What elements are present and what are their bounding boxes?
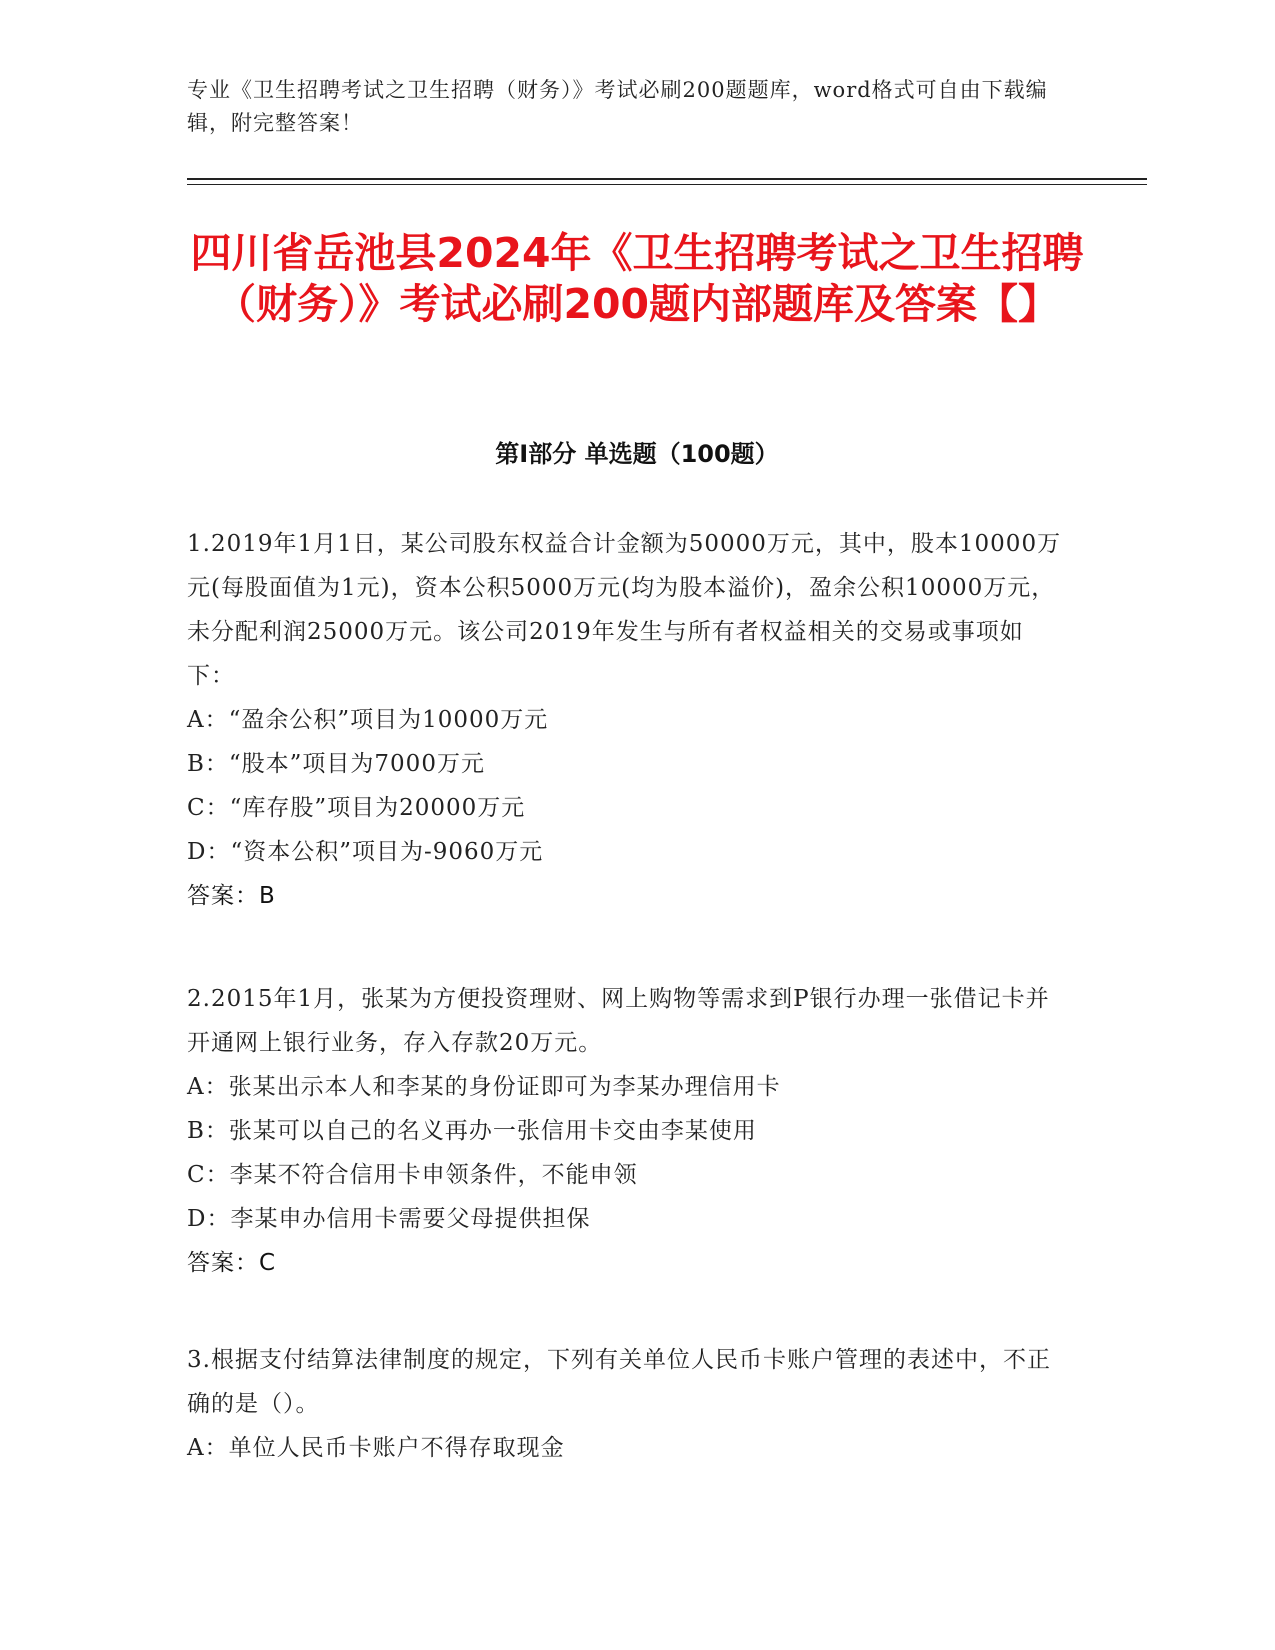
answer: 答案：C	[187, 1250, 277, 1276]
question-3	[187, 1338, 1067, 1470]
question-stem: 2.2015年1月，张某为方便投资理财、网上购物等需求到P银行办理一张借记卡并开通网上银行业务，存入存款20万元。	[187, 986, 1050, 1056]
header-divider-thick	[187, 178, 1147, 180]
option-d: D：李某申办信用卡需要父母提供担保	[187, 1206, 591, 1232]
question-1	[187, 522, 1067, 918]
option-b: B：张某可以自己的名义再办一张信用卡交由李某使用	[187, 1118, 757, 1144]
question-stem: 1.2019年1月1日，某公司股东权益合计金额为50000万元，其中，股本10000万元(每股面值为1元)，资本公积5000万元(均为股本溢价)，盈余公积10000万元，未分配利润25000万元。该公司2019年发生与所有者权益相关的交易或事项如下：	[187, 531, 1062, 689]
section-heading: 第I部分 单选题（100题）	[495, 440, 779, 468]
option-b: B：“股本”项目为7000万元	[187, 751, 485, 777]
option-c: C：“库存股”项目为20000万元	[187, 795, 526, 821]
option-a: A：“盈余公积”项目为10000万元	[187, 707, 549, 733]
option-a: A：张某出示本人和李某的身份证即可为李某办理信用卡	[187, 1074, 781, 1100]
option-d: D：“资本公积”项目为-9060万元	[187, 839, 544, 865]
question-2	[187, 977, 1067, 1285]
document-title: 四川省岳池县2024年《卫生招聘考试之卫生招聘（财务）》考试必刷200题内部题库及答案【】	[190, 229, 1084, 328]
header-divider-thin	[187, 184, 1147, 185]
header-note: 专业《卫生招聘考试之卫生招聘（财务）》考试必刷200题题库，word格式可自由下载编辑，附完整答案！	[187, 78, 1048, 135]
question-stem: 3.根据支付结算法律制度的规定，下列有关单位人民币卡账户管理的表述中，不正确的是（）。	[187, 1347, 1051, 1417]
answer: 答案：B	[187, 883, 276, 909]
option-c: C：李某不符合信用卡申领条件，不能申领	[187, 1162, 638, 1188]
option-a: A：单位人民币卡账户不得存取现金	[187, 1435, 565, 1461]
